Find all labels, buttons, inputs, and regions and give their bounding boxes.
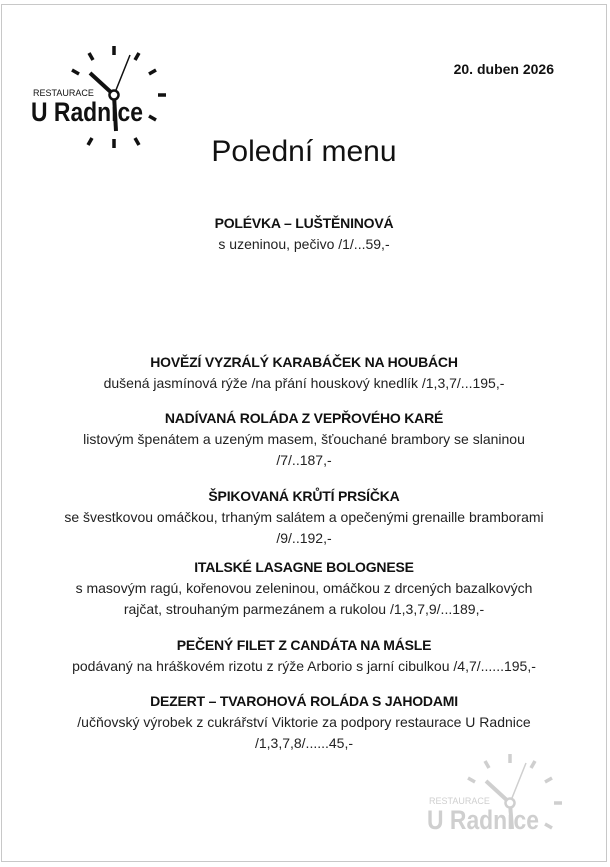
menu-item-desc: se švestkovou omáčkou, trhaným salátem a opečenými grenaille bramborami xyxy=(64,509,544,525)
menu-date: 20. duben 2026 xyxy=(453,61,554,77)
svg-text:U Radnice: U Radnice xyxy=(31,97,143,127)
menu-item-desc: listovým špenátem a uzeným masem, šťouchané brambory se slaninou xyxy=(83,431,525,447)
menu-item-2 xyxy=(32,408,576,471)
menu-page xyxy=(1,4,607,862)
clock-icon xyxy=(426,751,566,861)
menu-item-name: DEZERT – TVAROHOVÁ ROLÁDA S JAHODAMI xyxy=(150,693,458,709)
menu-item-1 xyxy=(32,352,576,394)
menu-item-name: PEČENÝ FILET Z CANDÁTA NA MÁSLE xyxy=(176,637,432,653)
menu-item-name: ŠPIKOVANÁ KRŮTÍ PRSÍČKA xyxy=(208,488,400,504)
menu-item-name: HOVĚZÍ VYZRÁLÝ KARABÁČEK NA HOUBÁCH xyxy=(150,354,458,370)
menu-item-name: ITALSKÉ LASAGNE BOLOGNESE xyxy=(194,559,414,575)
menu-item-name: NADÍVANÁ ROLÁDA Z VEPŘOVÉHO KARÉ xyxy=(164,410,444,426)
page-title: Polední menu xyxy=(211,135,397,168)
svg-text:RESTAURACE: RESTAURACE xyxy=(33,88,94,98)
svg-text:RESTAURACE: RESTAURACE xyxy=(429,796,490,806)
menu-item-desc: podávaný na hráškovém rizotu z rýže Arborio s jarní cibulkou /4,7/......195,- xyxy=(72,658,536,674)
menu-item-desc: dušená jasmínová rýže /na přání houskový knedlík /1,3,7/...195,- xyxy=(103,375,505,391)
menu-item-soup xyxy=(32,213,576,255)
menu-item-5 xyxy=(32,635,576,677)
menu-item-desc: s uzeninou, pečivo /1/...59,- xyxy=(218,236,390,252)
menu-item-4 xyxy=(32,557,576,620)
menu-item-desc: /učňovský výrobek z cukrářství Viktorie za podpory restaurace U Radnice xyxy=(77,714,531,730)
menu-item-name: POLÉVKA – LUŠTĚNINOVÁ xyxy=(214,215,394,231)
menu-item-desc: s masovým ragú, kořenovou zeleninou, omáčkou z drcených bazalkových xyxy=(75,580,533,596)
menu-item-desc: rajčat, strouhaným parmezánem a rukolou /1,3,7,9/...189,- xyxy=(123,601,485,617)
menu-item-desc: /1,3,7,8/......45,- xyxy=(254,735,354,751)
watermark-logo xyxy=(426,751,566,861)
menu-item-dessert xyxy=(32,691,576,754)
menu-item-desc: /9/..192,- xyxy=(276,530,332,546)
svg-text:U Radnice: U Radnice xyxy=(427,805,539,835)
menu-item-desc: /7/..187,- xyxy=(276,452,332,468)
menu-item-3 xyxy=(32,486,576,549)
